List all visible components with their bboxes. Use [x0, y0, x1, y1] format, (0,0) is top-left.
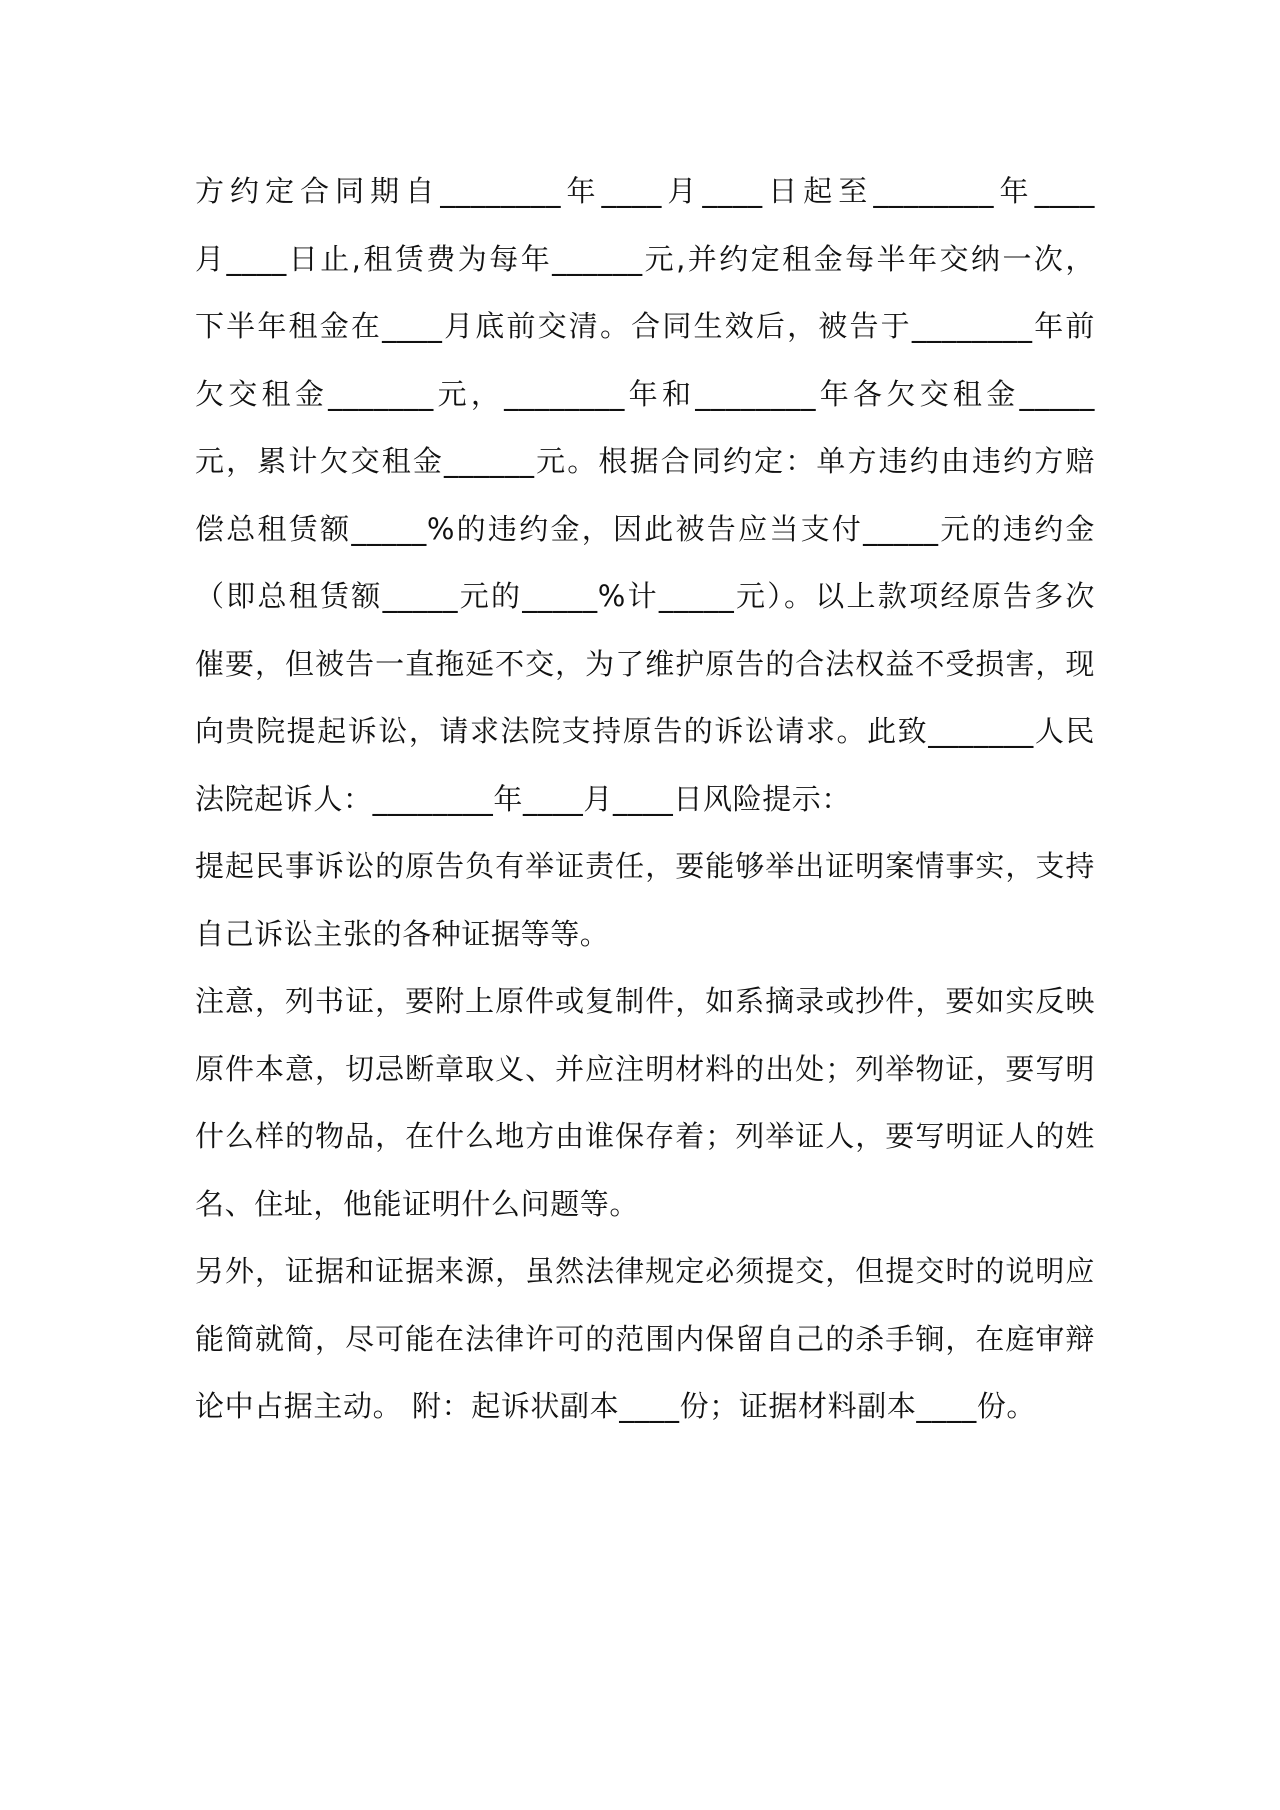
text-line: 催要，但被告一直拖延不交，为了维护原告的合法权益不受损害，现 [195, 646, 1095, 681]
text-line: 法院起诉人：________年____月____日风险提示： [195, 781, 852, 816]
text-line: 提起民事诉讼的原告负有举证责任，要能够举出证明案情事实，支持 [195, 849, 1095, 883]
text-line: 什么样的物品，在什么地方由谁保存着；列举证人，要写明证人的姓 [195, 1119, 1095, 1153]
text-line: （即总租赁额_____元的_____%计_____元）。以上款项经原告多次 [195, 579, 1095, 613]
text-line: 自己诉讼主张的各种证据等等。 [195, 916, 610, 951]
text-line: 元，累计欠交租金______元。根据合同约定：单方违约由违约方赔 [195, 444, 1095, 478]
text-line: 偿总租赁额_____%的违约金，因此被告应当支付_____元的违约金 [195, 511, 1095, 546]
text-line: 能简就简，尽可能在法律许可的范围内保留自己的杀手锏，在庭审辩 [195, 1321, 1095, 1356]
text-line: 注意，列书证，要附上原件或复制件，如系摘录或抄件，要如实反映 [195, 984, 1095, 1018]
text-line: 下半年租金在____月底前交清。合同生效后，被告于________年前 [195, 309, 1095, 343]
text-line: 另外，证据和证据来源，虽然法律规定必须提交，但提交时的说明应 [195, 1254, 1095, 1288]
document-body [195, 158, 1095, 1441]
text-line: 月____日止,租赁费为每年______元,并约定租金每半年交纳一次， [195, 241, 1095, 276]
text-line: 欠交租金_______元，________年和________年各欠交租金_____ [195, 376, 1095, 411]
text-line: 论中占据主动。 附：起诉状副本____份；证据材料副本____份。 [195, 1389, 1037, 1423]
text-line: 原件本意，切忌断章取义、并应注明材料的出处；列举物证，要写明 [195, 1051, 1095, 1086]
text-line: 向贵院提起诉讼，请求法院支持原告的诉讼请求。此致_______人民 [195, 714, 1095, 748]
text-line: 方约定合同期自________年____月____日起至________年____ [195, 174, 1095, 208]
text-line: 名、住址，他能证明什么问题等。 [195, 1186, 640, 1221]
